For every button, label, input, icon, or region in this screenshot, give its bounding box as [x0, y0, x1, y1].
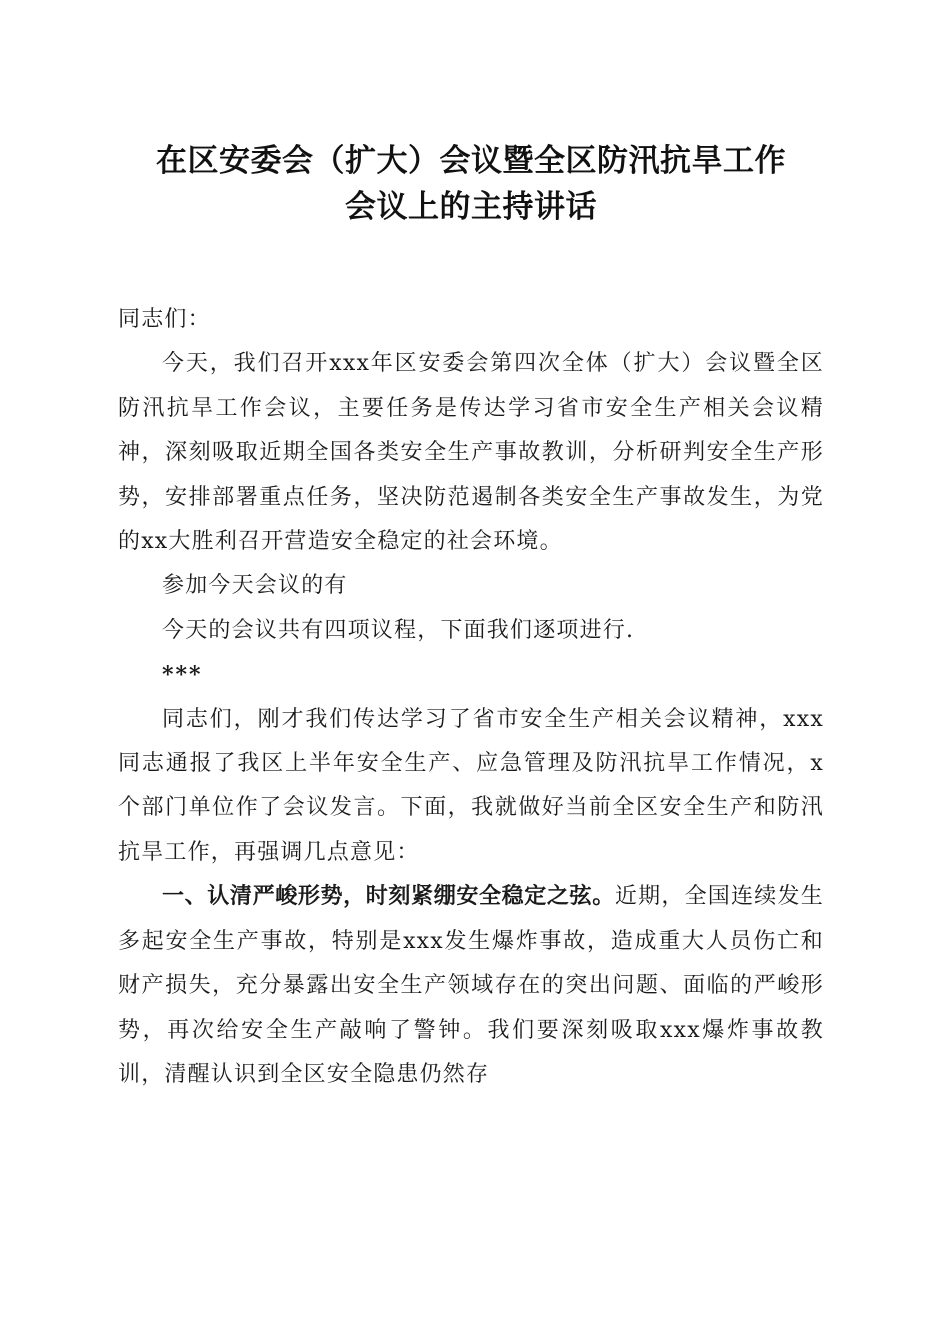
salutation: 同志们： [118, 307, 211, 332]
paragraph-agenda: 今天的会议共有四项议程，下面我们逐项进行. [162, 617, 635, 643]
document-page [118, 138, 824, 1097]
title-line-1: 在区安委会（扩大）会议暨全区防汛抗旱工作 [156, 143, 786, 179]
paragraph-opening: 今天，我们召开xxx年区安委会第四次全体（扩大）会议暨全区防汛抗旱工作会议，主要任务是传达学习省市安全生产相关会议精神，深刻吸取近期全国各类安全生产事故教训，分析研判安全生产形势，安排部署重点任务，坚决防范遏制各类安全生产事故发生，为党的xx大胜利召开营造安全稳定的社会环境。 [118, 351, 824, 555]
document-title [118, 138, 824, 230]
section-separator: *** [162, 662, 203, 689]
paragraph-summary: 同志们，刚才我们传达学习了省市安全生产相关会议精神，xxx同志通报了我区上半年安全生产、应急管理及防汛抗旱工作情况，x个部门单位作了会议发言。下面，我就做好当前全区安全生产和防汛抗旱工作，再强调几点意见： [118, 706, 824, 865]
document-body [118, 298, 824, 1097]
paragraph-attendees: 参加今天会议的有 [162, 573, 348, 599]
section-1-paragraph [118, 875, 824, 1097]
title-line-2: 会议上的主持讲话 [345, 189, 597, 225]
section-1-heading: 一、认清严峻形势，时刻紧绷安全稳定之弦。 [162, 884, 615, 910]
section-1-text: 近期，全国连续发生多起安全生产事故，特别是xxx发生爆炸事故，造成重大人员伤亡和财产损失，充分暴露出安全生产领域存在的突出问题、面临的严峻形势，再次给安全生产敲响了警钟。我们要深刻吸取xxx爆炸事故教训，清醒认识到全区安全隐患仍然存 [118, 884, 824, 1087]
